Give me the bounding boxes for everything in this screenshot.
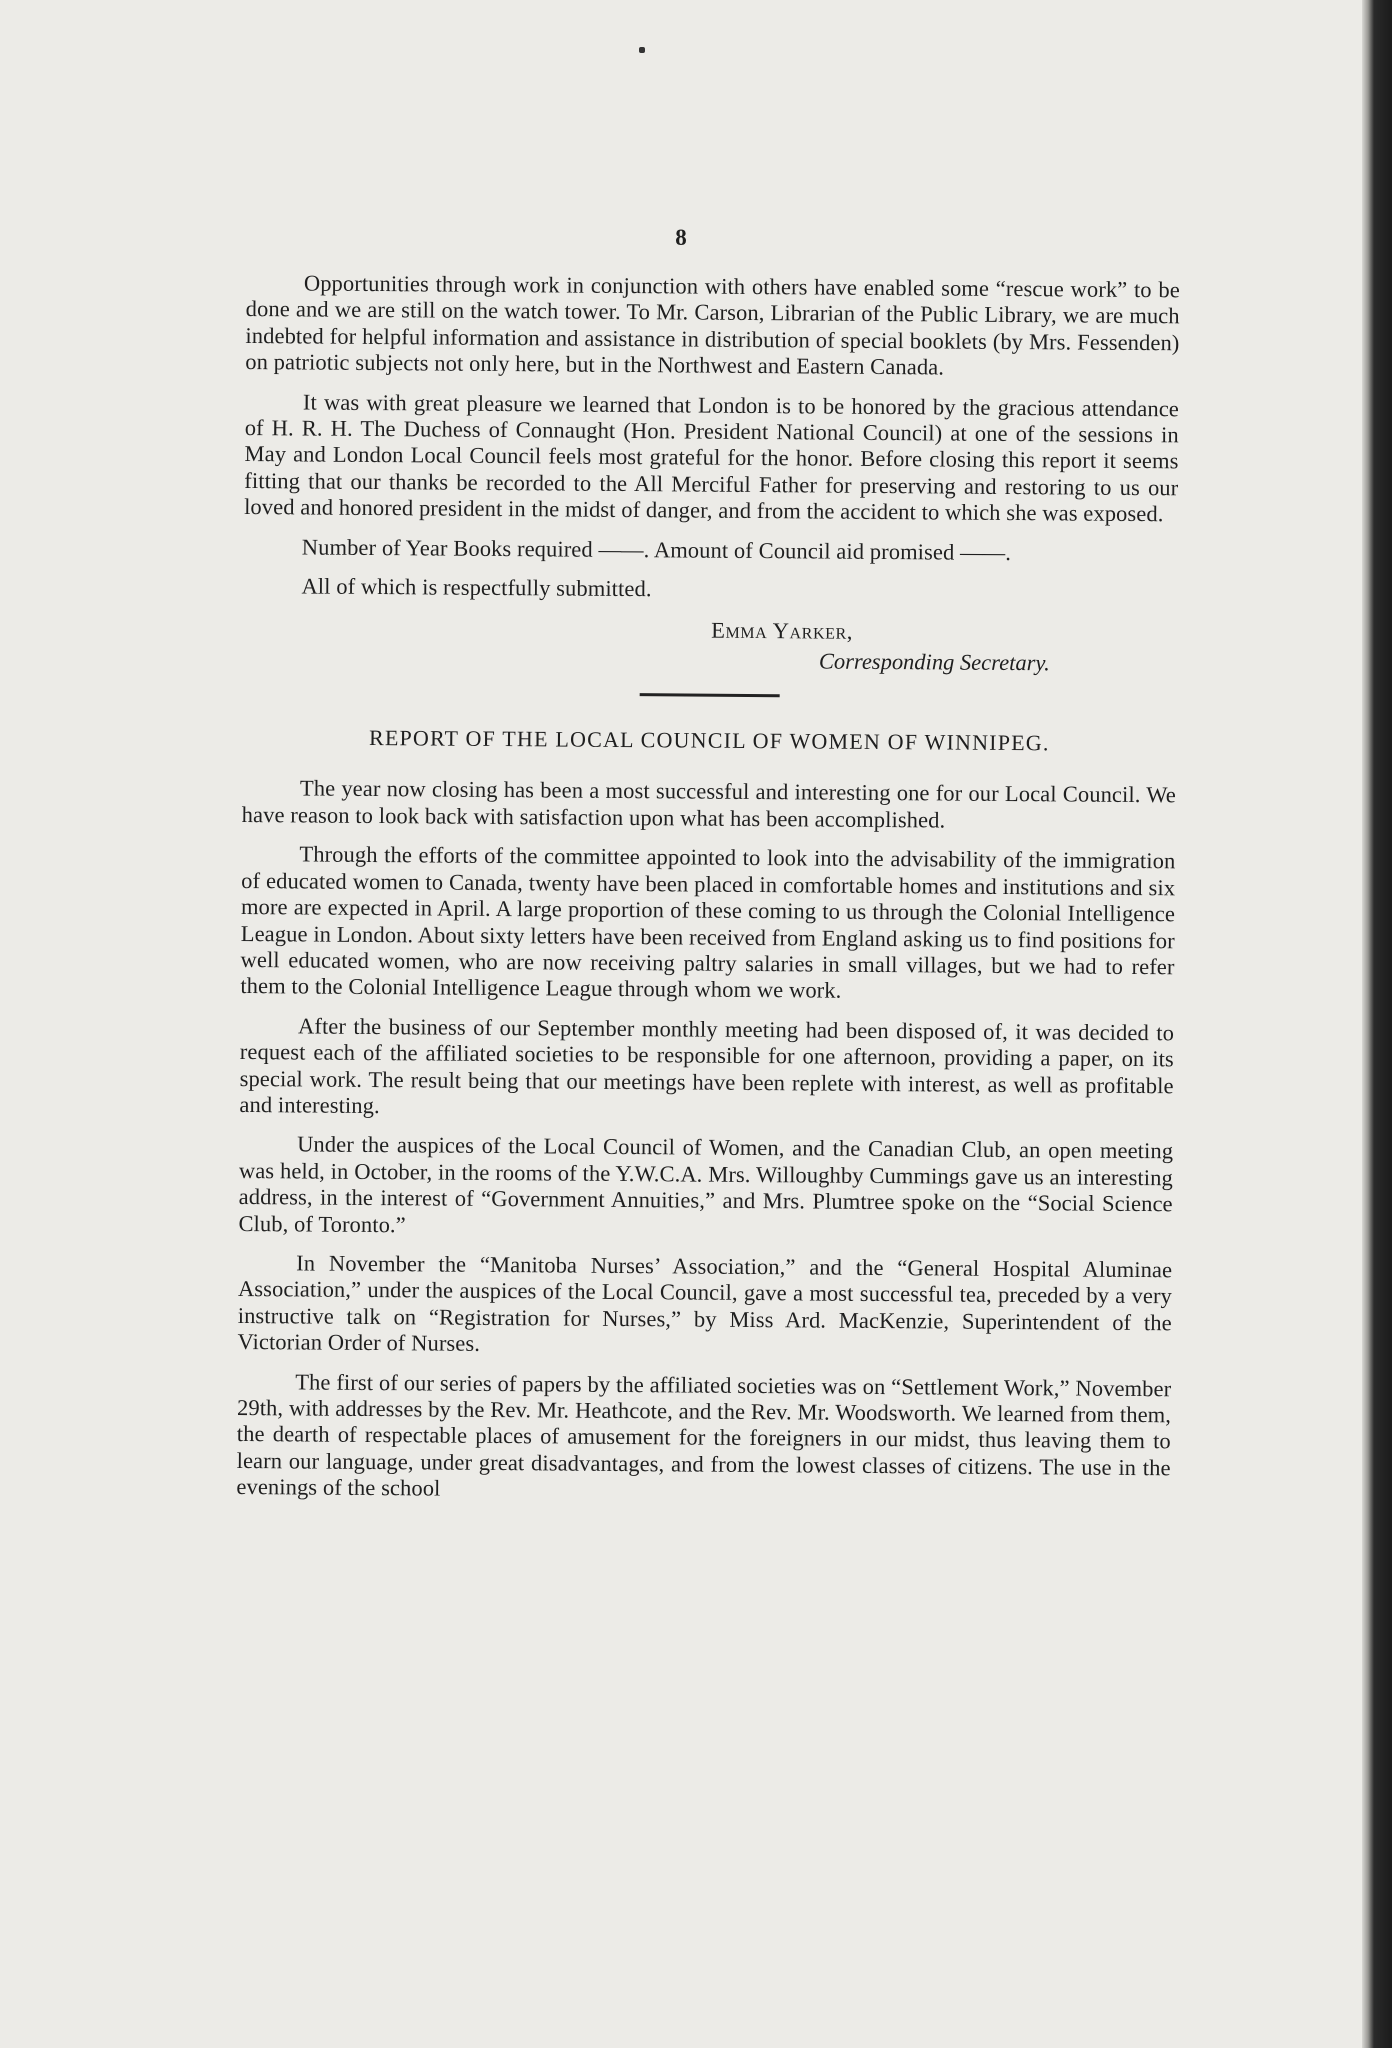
paragraph: After the business of our September monthly meeting had been disposed of, it was decided to request each of the affiliated societies to be responsible for one afternoon, providing a paper, on its special work. The result being that our meetings have been replete with interest, as well as profitable and interesting. xyxy=(239,1013,1175,1119)
section-heading: REPORT OF THE LOCAL COUNCIL OF WOMEN OF WINNIPEG. xyxy=(368,725,1050,756)
section-divider xyxy=(640,694,780,698)
paragraph: The first of our series of papers by the affiliated societies was on “Settlement Work,” November 29th, with addresses by the Rev. Mr. Heathcote, and the Rev. Mr. Woodsworth. We learned from them, the dearth of respectable places of amusement for the foreigners in our midst, thus leaving them to learn our language, under great disadvantages, and from the lowest classes of citizens. The use in the evenings of the school xyxy=(236,1369,1172,1501)
page-number: 8 xyxy=(675,225,687,250)
signature-name: Emma Yarker, xyxy=(711,618,854,645)
paragraph: Opportunities through work in conjunction with others have enabled some “rescue work” to be done and we are still on the watch tower. To Mr. Carson, Librarian of the Public Library, we are much indebted for helpful information and assistance in distribution of special booklets (by Mrs. Fessenden) on patriotic subjects not only here, but in the Northwest and Eastern Canada. xyxy=(245,270,1180,380)
ink-mark xyxy=(639,47,645,53)
page-body xyxy=(236,270,1180,1521)
paragraph: Number of Year Books required ——. Amount of Council aid promised ——. xyxy=(301,534,1012,565)
signature-title: Corresponding Secretary. xyxy=(818,648,1050,676)
paragraph: The year now closing has been a most successful and interesting one for our Local Council. We have reason to look back with satisfaction upon what has been accomplished. xyxy=(241,775,1177,833)
paragraph: Through the efforts of the committee appointed to look into the advisability of the immigration of educated women to Canada, twenty have been placed in comfortable homes and institutions and six more are expected in April. A large proportion of these coming to us through the Colonial Intelligence League in London. About sixty letters have been received from England asking us to find positions for well educated women, who are now receiving paltry salaries in small villages, but we had to refer them to the Colonial Intelligence League through whom we work. xyxy=(240,841,1176,1004)
book-spine-edge xyxy=(1362,0,1392,2048)
paragraph: All of which is respectfully submitted. xyxy=(301,573,652,602)
paragraph: Under the auspices of the Local Council of Women, and the Canadian Club, an open meeting was held, in October, in the rooms of the Y.W.C.A. Mrs. Willoughby Cummings gave us an interesting address, in the interest of “Government Annuities,” and Mrs. Plumtree spoke on the “Social Science Club, of Toronto.” xyxy=(238,1131,1174,1237)
paragraph: It was with great pleasure we learned that London is to be honored by the gracious attendance of H. R. H. The Duchess of Connaught (Hon. President National Council) at one of the sessions in May and London Local Council feels most grateful for the honor. Before closing this report it seems fitting that our thanks be recorded to the All Merciful Father for preserving and restoring to us our loved and honored president in the midst of danger, and from the accident to which she was exposed. xyxy=(244,389,1180,527)
paragraph: In November the “Manitoba Nurses’ Association,” and the “General Hospital Aluminae Association,” under the auspices of the Local Council, gave a most successful tea, preceded by a very instructive talk on “Registration for Nurses,” by Miss Ard. MacKenzie, Superintendent of the Victorian Order of Nurses. xyxy=(237,1250,1173,1357)
